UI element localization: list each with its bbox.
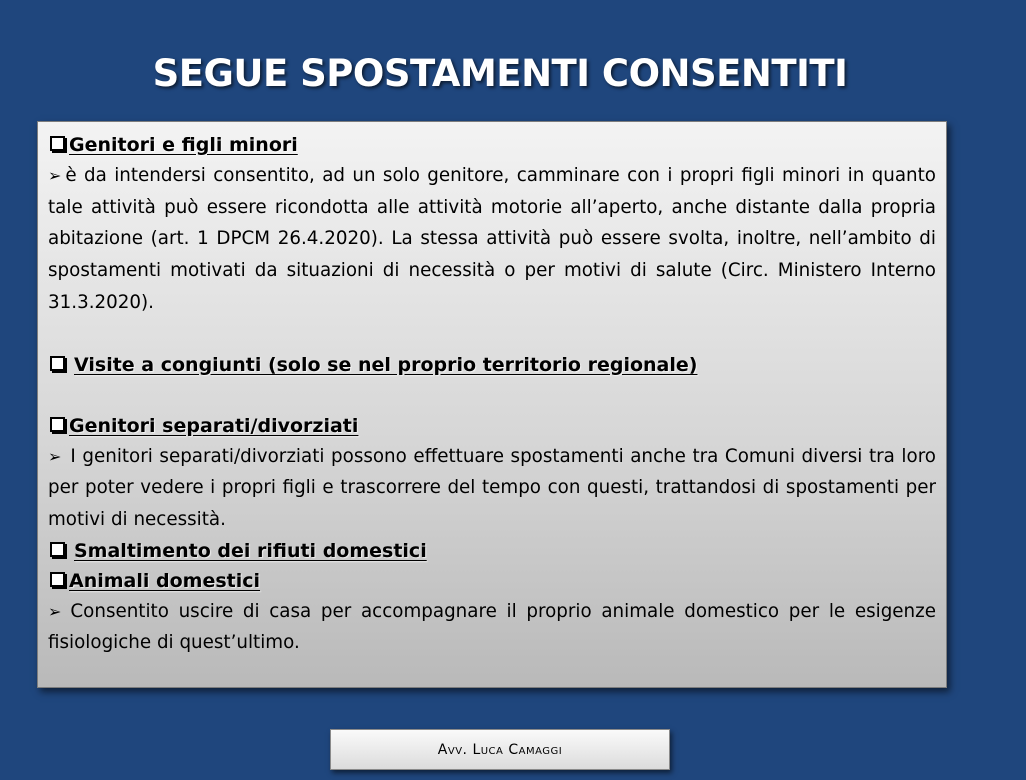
paragraph-genitori-figli-text: è da intendersi consentito, ad un solo genitore, camminare con i propri figli minori in quanto tale attività può essere ricondotta alle attività motorie all’aperto, anche distante dalla propria abitazione (art. 1 DPCM 26.4.2020). La stessa attività può essere svolta, inoltre, nell’ambito di spostamenti motivati da situazioni di necessità o per motivi di salute (Circ. Ministero Interno 31.3.2020).: [48, 165, 936, 313]
heading-visite-label: Visite a congiunti (solo se nel proprio territorio regionale): [74, 353, 698, 376]
arrow-bullet-icon: ➢: [48, 166, 62, 185]
paragraph-genitori-figli: [48, 160, 936, 319]
heading-rifiuti: [48, 536, 936, 566]
checkbox-icon: [50, 572, 65, 587]
footer-author: Avv. Luca Camaggi: [437, 742, 563, 758]
spacer: [48, 319, 936, 350]
heading-genitori-separati-label: Genitori separati/divorziati: [69, 414, 359, 437]
checkbox-icon: [50, 136, 65, 151]
spacer: [48, 380, 936, 411]
heading-visite: [48, 350, 936, 380]
arrow-bullet-icon: ➢: [48, 446, 62, 466]
paragraph-genitori-separati: [48, 441, 936, 536]
footer-author-box: [330, 729, 670, 770]
arrow-bullet-icon: ➢: [48, 601, 62, 621]
content-box: [37, 121, 947, 688]
heading-animali: [48, 566, 936, 596]
checkbox-icon: [50, 417, 65, 432]
slide-title: SEGUE SPOSTAMENTI CONSENTITI: [152, 52, 848, 95]
paragraph-animali-text: Consentito uscire di casa per accompagnare il proprio animale domestico per le esigenze fisiologiche di quest’ultimo.: [48, 600, 936, 654]
checkbox-icon: [50, 542, 65, 557]
paragraph-animali: [48, 596, 936, 659]
heading-genitori-figli: [48, 130, 936, 160]
paragraph-genitori-separati-text: I genitori separati/divorziati possono effettuare spostamenti anche tra Comuni diversi tra loro per poter vedere i propri figli e trascorrere del tempo con questi, trattandosi di spostamenti per motivi di necessità.: [48, 445, 936, 530]
heading-genitori-separati: [48, 411, 936, 441]
heading-rifiuti-label: Smaltimento dei rifiuti domestici: [74, 539, 427, 562]
heading-genitori-figli-label: Genitori e figli minori: [69, 134, 298, 156]
heading-animali-label: Animali domestici: [69, 569, 261, 592]
checkbox-icon: [50, 356, 65, 371]
